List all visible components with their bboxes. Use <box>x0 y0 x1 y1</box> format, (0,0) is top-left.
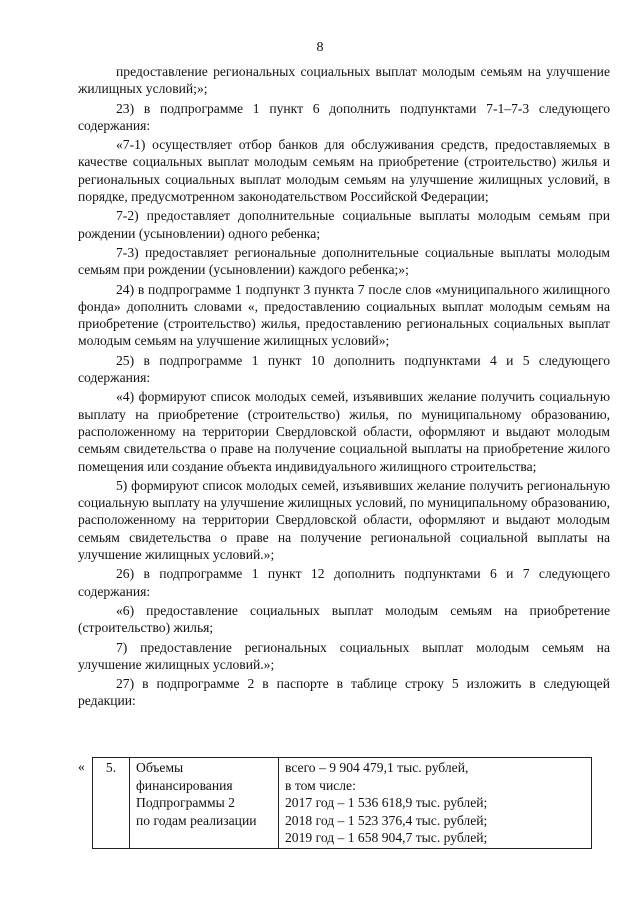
paragraph: «4) формируют список молодых семей, изъявивших желание получить социальную выплату на приобретение (строительство) жилья, по муниципальному образованию, расположенному на территории Свердловской области, оформляют и выдают молодым семьям свидетельства о праве на получение социальной выплаты на приобретение жилого помещения или создание объекта индивидуального жилищного строительства; <box>78 389 610 474</box>
open-quote: « <box>78 759 85 774</box>
label-line: Объемы <box>136 760 184 775</box>
value-line: 2017 год – 1 536 618,9 тыс. рублей; <box>285 795 488 810</box>
paragraph: «7-1) осуществляет отбор банков для обслуживания средств, предоставляемых в качестве социальных выплат молодым семьям на приобретение (строительство) жилья и региональных социальных выплат молодым семьям на улучшение жилищных условий, в порядке, предусмотренном законодательством Российской Федерации; <box>78 137 610 205</box>
row-label-cell <box>130 758 279 849</box>
page-number: 8 <box>316 40 324 55</box>
paragraph: 7) предоставление региональных социальных выплат молодым семьям на улучшение жилищных условий.»; <box>78 639 610 672</box>
paragraph: 7-3) предоставляет региональные дополнительные социальные выплаты молодым семьям при рождении (усыновлении) каждого ребенка;»; <box>78 244 610 278</box>
paragraph: 7-2) предоставляет дополнительные социальные выплаты молодым семьям при рождении (усыновлении) одного ребенка; <box>78 208 610 241</box>
paragraph: 5) формируют список молодых семей, изъявивших желание получить региональную социальную выплату на улучшение жилищных условий, по муниципальному образованию, расположенному на территории Свердловской области, оформляют и выдают молодым семьям свидетельства о праве на получение региональной социальной выплаты на улучшение жилищных условий.»; <box>78 477 610 563</box>
budget-table <box>92 757 592 849</box>
value-line: всего – 9 904 479,1 тыс. рублей, <box>285 760 469 775</box>
value-line: 2018 год – 1 523 376,4 тыс. рублей; <box>285 812 488 828</box>
paragraph: 24) в подпрограмме 1 подпункт 3 пункта 7 после слов «муниципального жилищного фонда» дополнить словами «, предоставлению социальных выплат молодым семьям на приобретение (строительство) жилья, предоставлению региональных социальных выплат молодым семьям на улучшение жилищных условий»; <box>78 281 610 349</box>
label-line: по годам реализации <box>136 812 257 828</box>
label-line: финансирования <box>136 777 233 793</box>
paragraph: 23) в подпрограмме 1 пункт 6 дополнить подпунктами 7-1–7-3 следующего содержания: <box>78 100 610 133</box>
row-number-cell: 5. <box>93 758 130 849</box>
value-line: 2019 год – 1 658 904,7 тыс. рублей; <box>285 830 488 845</box>
paragraph: 25) в подпрограмме 1 пункт 10 дополнить подпунктами 4 и 5 следующего содержания: <box>78 352 610 386</box>
paragraph: «6) предоставление социальных выплат молодым семьям на приобретение (строительство) жилья; <box>78 602 610 636</box>
paragraph: 27) в подпрограмме 2 в паспорте в таблице строку 5 изложить в следующей редакции: <box>78 676 610 709</box>
row-value-cell <box>279 758 592 849</box>
table-row <box>93 758 592 849</box>
paragraph: 26) в подпрограмме 1 пункт 12 дополнить подпунктами 6 и 7 следующего содержания: <box>78 566 610 599</box>
document-body <box>78 63 610 710</box>
value-line: в том числе: <box>285 777 356 793</box>
paragraph: предоставление региональных социальных выплат молодым семьям на улучшение жилищных условий;»; <box>78 64 610 97</box>
label-line: Подпрограммы 2 <box>136 795 235 810</box>
